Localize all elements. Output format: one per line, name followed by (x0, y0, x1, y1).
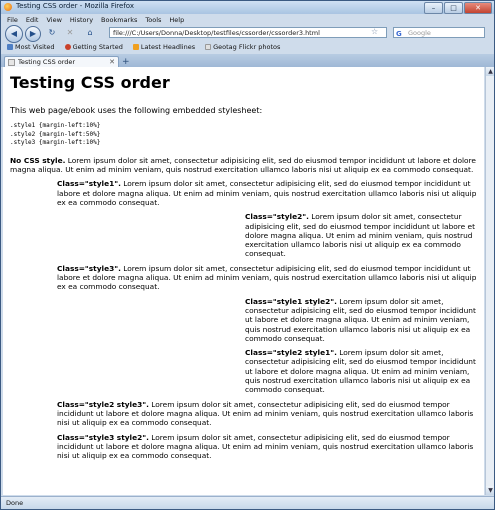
tab-testing-css-order[interactable] (4, 56, 119, 67)
css-line: .style2 {margin-left:50%} (10, 130, 101, 138)
intro-text: This web page/ebook uses the following embedded stylesheet: (10, 106, 263, 115)
getting-started-icon (65, 44, 71, 50)
paragraph-style3 (57, 264, 480, 292)
tab-strip (1, 54, 494, 67)
page-content (3, 67, 484, 495)
paragraph-style2-style3 (57, 400, 480, 428)
menu-bar (1, 15, 495, 25)
paragraph-style1-style2 (245, 297, 480, 343)
search-placeholder: Google (408, 29, 431, 37)
bookmark-latest-headlines[interactable]: Latest Headlines (133, 42, 195, 53)
paragraph-label: Class="style2 style3". (57, 399, 149, 409)
page-heading: Testing CSS order (10, 73, 170, 92)
paragraph-text: Lorem ipsum dolor sit amet, consectetur adipisicing elit, sed do eiusmod tempor incididunt ut labore et dolore magna aliqua. Ut enim ad minim veniam, quis nostrud exercitation ullamco laboris nisi ut aliquip ex ea commodo consequat. (245, 212, 476, 259)
tab-label: Testing CSS order (18, 58, 76, 66)
paragraph-style2 (245, 212, 480, 258)
rss-icon (133, 44, 139, 50)
menu-edit[interactable]: Edit (25, 16, 39, 24)
close-button[interactable]: ✕ (464, 2, 492, 14)
paragraph-text: Lorem ipsum dolor sit amet, consectetur adipisicing elit, sed do eiusmod tempor incididunt ut labore et dolore magna aliqua. Ut enim ad minim veniam, quis nostrud exercitation ullamco laboris nisi ut aliquip ex ea commodo consequat. (57, 432, 474, 461)
paragraph-label: Class="style3". (57, 263, 121, 273)
home-icon[interactable]: ⌂ (87, 28, 93, 37)
paragraph-text: Lorem ipsum dolor sit amet, consectetur adipisicing elit, sed do eiusmod tempor incididunt ut labore et dolore magna aliqua. Ut enim ad minim veniam, quis nostrud exercitation ullamco laboris nisi ut aliquip ex ea commodo consequat. (245, 296, 476, 343)
new-tab-button[interactable]: + (122, 57, 130, 67)
paragraph-label: Class="style1 style2". (245, 296, 337, 306)
bookmark-star-icon[interactable]: ☆ (371, 27, 379, 36)
bookmark-getting-started[interactable]: Getting Started (65, 42, 123, 53)
paragraph-no-style (10, 156, 480, 175)
bookmark-most-visited[interactable]: Most Visited (7, 42, 55, 53)
menu-file[interactable]: File (7, 16, 18, 24)
menu-bookmarks[interactable]: Bookmarks (101, 16, 138, 24)
menu-history[interactable]: History (69, 16, 94, 24)
paragraph-style3-style2 (57, 433, 480, 461)
most-visited-icon (7, 44, 13, 50)
reload-icon[interactable]: ↻ (48, 28, 56, 37)
paragraph-label: Class="style1". (57, 179, 121, 189)
window-title: Testing CSS order - Mozilla Firefox (16, 2, 134, 10)
window-controls (424, 2, 492, 14)
menu-help[interactable]: Help (169, 16, 185, 24)
paragraph-text: Lorem ipsum dolor sit amet, consectetur adipisicing elit, sed do eiusmod tempor incididunt ut labore et dolore magna aliqua. Ut enim ad minim veniam, quis nostrud exercitation ullamco laboris nisi ut aliquip ex ea commodo consequat. (57, 263, 477, 292)
page-icon (205, 44, 211, 50)
navigation-toolbar (1, 25, 494, 41)
tab-close-icon[interactable]: ✕ (109, 58, 115, 66)
stylesheet-listing (10, 122, 480, 148)
menu-tools[interactable]: Tools (145, 16, 162, 24)
paragraph-label: Class="style2". (245, 212, 309, 222)
firefox-icon (4, 3, 12, 11)
forward-button[interactable]: ▶ (25, 26, 41, 42)
paragraph-style1 (57, 179, 480, 207)
status-text: Done (6, 499, 24, 507)
bookmark-geotag[interactable]: Geotag Flickr photos (205, 42, 280, 53)
maximize-button[interactable]: □ (444, 2, 463, 14)
status-bar (1, 496, 494, 509)
paragraph-style2-style1 (245, 348, 480, 394)
minimize-button[interactable]: – (424, 2, 443, 14)
google-icon: G (396, 30, 402, 38)
paragraph-text: Lorem ipsum dolor sit amet, consectetur adipisicing elit, sed do eiusmod tempor incididunt ut labore et dolore magna aliqua. Ut enim ad minim veniam, quis nostrud exercitation ullamco laboris nisi ut aliquip ex ea commodo consequat. (57, 179, 477, 207)
bookmarks-toolbar (1, 42, 495, 53)
page-body (10, 74, 480, 465)
scroll-down-icon[interactable]: ▼ (486, 486, 495, 495)
paragraph-label: No CSS style. (10, 155, 66, 165)
stop-icon[interactable]: ✕ (66, 28, 74, 37)
scroll-up-icon[interactable]: ▲ (486, 67, 495, 76)
paragraph-label: Class="style3 style2". (57, 432, 149, 442)
menu-view[interactable]: View (46, 16, 62, 24)
url-bar[interactable]: file:///C:/Users/Donna/Desktop/testfiles/cssorder/cssorder3.html (109, 27, 387, 38)
vertical-scrollbar[interactable] (485, 67, 495, 495)
css-line: .style3 {margin-left:10%} (10, 139, 101, 147)
search-input[interactable] (393, 27, 485, 38)
paragraph-text: Lorem ipsum dolor sit amet, consectetur adipisicing elit, sed do eiusmod tempor incididunt ut labore et dolore magna aliqua. Ut enim ad minim veniam, quis nostrud exercitation ullamco laboris nisi ut aliquip ex ea commodo consequat. (245, 348, 476, 395)
back-button[interactable]: ◀ (5, 25, 23, 43)
css-line: .style1 {margin-left:10%} (10, 122, 101, 130)
paragraph-label: Class="style2 style1". (245, 348, 337, 358)
page-icon (8, 59, 15, 66)
title-bar (1, 1, 494, 14)
paragraph-text: Lorem ipsum dolor sit amet, consectetur adipisicing elit, sed do eiusmod tempor incididunt ut labore et dolore magna aliqua. Ut enim ad minim veniam, quis nostrud exercitation ullamco laboris nisi ut aliquip ex ea commodo consequat. (57, 399, 474, 428)
paragraph-text: Lorem ipsum dolor sit amet, consectetur adipisicing elit, sed do eiusmod tempor incididunt ut labore et dolore magna aliqua. Ut enim ad minim veniam, quis nostrud exercitation ullamco laboris nisi ut aliquip ex ea commodo consequat. (10, 155, 476, 175)
